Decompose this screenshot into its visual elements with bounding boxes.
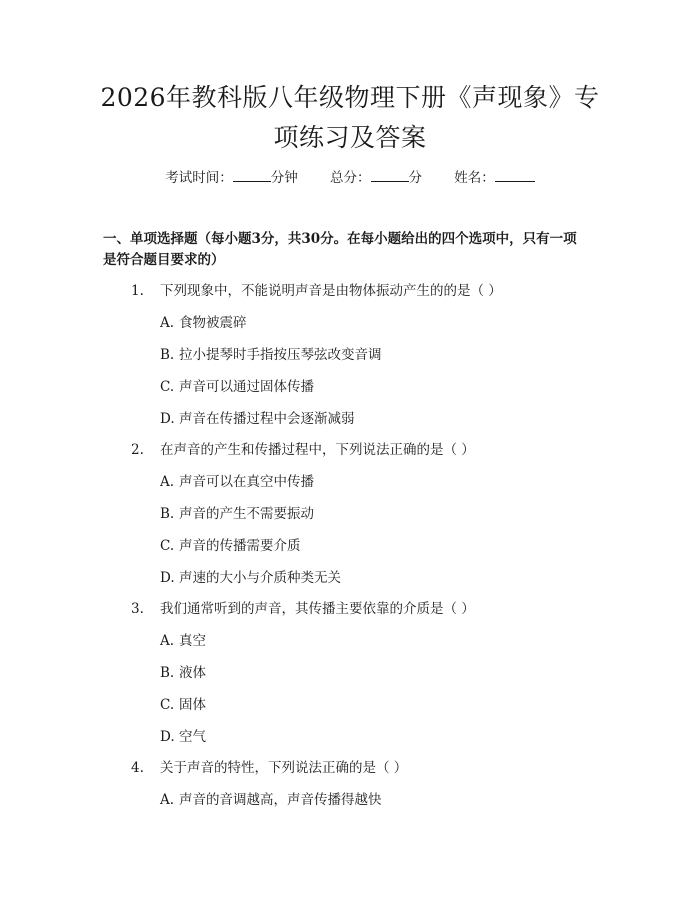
option-letter: D.	[160, 570, 175, 586]
exam-info	[0, 169, 700, 187]
question-text: 在声音的产生和传播过程中，下列说法正确的是（ ）	[160, 442, 475, 458]
option-letter: B.	[160, 506, 175, 522]
option-letter: C.	[160, 538, 175, 554]
question-3-option-b	[160, 664, 206, 682]
option-text: 声音可以在真空中传播	[179, 474, 314, 490]
option-text: 空气	[179, 729, 206, 745]
option-letter: D.	[160, 411, 175, 427]
total-score-field	[330, 170, 426, 186]
question-2-option-a	[160, 473, 314, 491]
question-3-option-d	[160, 728, 206, 746]
document-title	[90, 78, 610, 158]
question-3-option-c	[160, 696, 206, 714]
student-name-blank	[495, 169, 535, 182]
question-number: 2.	[131, 442, 144, 458]
question-number: 3.	[131, 601, 144, 617]
student-name-field	[454, 170, 535, 186]
question-4	[131, 759, 407, 777]
option-text: 声音的产生不需要振动	[179, 506, 314, 522]
section-heading-line-1: 一、单项选择题（每小题3分，共30分。在每小题给出的四个选项中，只有一项	[103, 231, 577, 247]
option-letter: D.	[160, 729, 175, 745]
section-heading-line-2: 是符合题目要求的）	[103, 252, 225, 268]
option-letter: C.	[160, 697, 175, 713]
question-1	[131, 282, 502, 300]
option-letter: A.	[160, 633, 175, 649]
total-score-label: 总分：	[330, 170, 371, 186]
question-text: 下列现象中，不能说明声音是由物体振动产生的的是（ ）	[160, 283, 502, 299]
exam-time-unit: 分钟	[270, 170, 298, 186]
student-name-label: 姓名：	[454, 170, 495, 186]
question-4-option-a	[160, 791, 382, 809]
question-3	[131, 600, 475, 618]
option-text: 声音可以通过固体传播	[179, 379, 314, 395]
question-2-option-d	[160, 569, 341, 587]
question-1-option-d	[160, 410, 355, 428]
exam-time-label: 考试时间：	[165, 170, 233, 186]
question-number: 1.	[131, 283, 144, 299]
exam-time-blank	[233, 169, 271, 182]
question-text: 关于声音的特性，下列说法正确的是（ ）	[160, 760, 408, 776]
option-letter: C.	[160, 379, 175, 395]
question-2-option-c	[160, 537, 301, 555]
option-letter: A.	[160, 315, 175, 331]
option-text: 固体	[179, 697, 206, 713]
question-1-option-b	[160, 346, 382, 364]
option-letter: B.	[160, 347, 175, 363]
title-line-2: 项练习及答案	[273, 123, 427, 152]
question-text: 我们通常听到的声音，其传播主要依靠的介质是（ ）	[160, 601, 475, 617]
question-number: 4.	[131, 760, 144, 776]
option-letter: B.	[160, 665, 175, 681]
option-text: 声音的音调越高，声音传播得越快	[179, 792, 382, 808]
option-text: 真空	[179, 633, 206, 649]
question-2	[131, 441, 475, 459]
option-letter: A.	[160, 792, 175, 808]
option-text: 食物被震碎	[179, 315, 247, 331]
question-1-option-a	[160, 314, 247, 332]
question-3-option-a	[160, 632, 206, 650]
question-1-option-c	[160, 378, 314, 396]
question-2-option-b	[160, 505, 314, 523]
option-letter: A.	[160, 474, 175, 490]
option-text: 声音的传播需要介质	[179, 538, 301, 554]
option-text: 声音在传播过程中会逐渐减弱	[179, 411, 355, 427]
option-text: 液体	[179, 665, 206, 681]
section-heading	[103, 229, 603, 271]
exam-time-field	[165, 170, 302, 186]
total-score-blank	[371, 169, 409, 182]
total-score-unit: 分	[408, 170, 422, 186]
option-text: 声速的大小与介质种类无关	[179, 570, 341, 586]
option-text: 拉小提琴时手指按压琴弦改变音调	[179, 347, 382, 363]
title-line-1: 2026年教科版八年级物理下册《声现象》专	[100, 83, 600, 112]
